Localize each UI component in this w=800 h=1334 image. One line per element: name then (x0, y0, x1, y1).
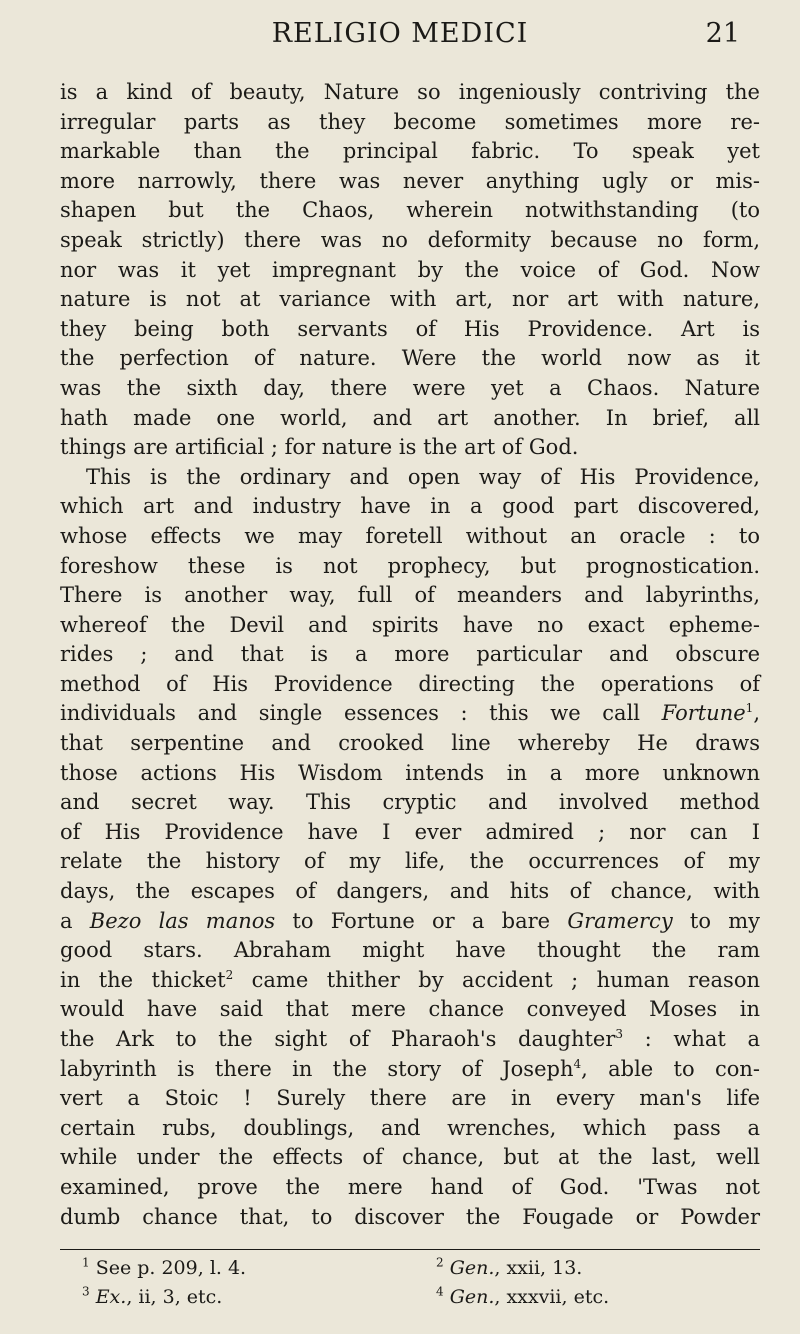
footnote: $^4$ Gen., xxxvii, etc. (436, 1284, 610, 1308)
text-line: labyrinth is there in the story of Joseph$^4$, able to con- (60, 1056, 760, 1081)
footnote: $^1$ See p. 209, l. 4. (82, 1255, 247, 1279)
footnote-ref: 2 (225, 967, 234, 982)
page-number: 21 (705, 18, 740, 49)
text-line: is a kind of beauty, Nature so ingeniously contriving the (60, 80, 760, 104)
footnote: $^3$ Ex., ii, 3, etc. (82, 1284, 223, 1308)
text-line: would have said that mere chance conveyed Moses in (60, 997, 760, 1022)
footnote-row (60, 1254, 760, 1283)
body-text (60, 78, 760, 1232)
text-line: was the sixth day, there were yet a Chaos. Nature (60, 375, 760, 400)
text-line: individuals and single essences : this we call Fortune$^1$, (60, 701, 760, 726)
text-line: dumb chance that, to discover the Fougade or Powder (60, 1204, 760, 1229)
footnote-ref: 3 (615, 1027, 624, 1041)
text-line: whose effects we may foretell without an oracle : to (60, 523, 760, 548)
text-line: method of His Providence directing the operations of (60, 671, 760, 696)
text-line: of His Providence have I ever admired ; nor can I (60, 819, 760, 844)
text-line: the perfection of nature. Were the world now as it (60, 346, 760, 371)
text-line: nor was it yet impregnant by the voice of God. Now (60, 257, 760, 282)
italic-term: Gramercy (567, 908, 673, 933)
text-line: which art and industry have in a good part discovered, (60, 494, 760, 519)
footnotes (60, 1254, 760, 1312)
text-line: good stars. Abraham might have thought the ram (60, 938, 760, 963)
text-line: speak strictly) there was no deformity because no form, (60, 227, 760, 252)
footnote-row (60, 1283, 760, 1312)
text-line: foreshow these is not prophecy, but prognostication. (60, 553, 760, 578)
text-line: rides ; and that is a more particular and obscure (60, 642, 760, 667)
text-line: more narrowly, there was never anything ugly or mis- (60, 168, 760, 193)
running-header (60, 18, 740, 58)
text-line: a Bezo las manos to Fortune or a bare Gramercy to my (60, 908, 761, 933)
text-line: the Ark to the sight of Pharaoh's daughter$^3$ : what a (60, 1027, 760, 1051)
text-line: relate the history of my life, the occurrences of my (60, 849, 760, 874)
footnote-ref: 1 (745, 701, 754, 716)
text-line: days, the escapes of dangers, and hits of chance, with (60, 879, 760, 904)
text-line: nature is not at variance with art, nor art with nature, (60, 287, 760, 312)
footnote: $^2$ Gen., xxii, 13. (436, 1255, 583, 1279)
text-line: markable than the principal fabric. To speak yet (60, 139, 760, 164)
text-line: those actions His Wisdom intends in a more unknown (60, 760, 760, 785)
text-line: vert a Stoic ! Surely there are in every man's life (60, 1086, 760, 1111)
text-line: while under the effects of chance, but at the last, well (60, 1145, 760, 1170)
footnote-divider (60, 1249, 760, 1250)
text-line: This is the ordinary and open way of His Providence, (86, 464, 760, 489)
text-line: in the thicket$^2$ came thither by accident ; human reason (60, 967, 760, 992)
text-line: and secret way. This cryptic and involved method (60, 790, 760, 815)
text-line: There is another way, full of meanders and labyrinths, (60, 583, 760, 608)
text-line: irregular parts as they become sometimes more re- (60, 109, 760, 134)
text-line: that serpentine and crooked line whereby He draws (60, 731, 760, 756)
text-line: examined, prove the mere hand of God. 'Twas not (60, 1174, 760, 1199)
text-line: shapen but the Chaos, wherein notwithstanding (to (60, 198, 760, 223)
text-line: certain rubs, doublings, and wrenches, which pass a (60, 1115, 760, 1140)
running-title: RELIGIO MEDICI (271, 18, 529, 49)
footnote-ref: 4 (573, 1056, 582, 1071)
text-line: hath made one world, and art another. In brief, all (60, 405, 760, 430)
text-line: they being both servants of His Providence. Art is (60, 316, 760, 341)
text-line: whereof the Devil and spirits have no exact epheme- (60, 612, 760, 637)
italic-term: Fortune (661, 701, 746, 726)
italic-term: Bezo las manos (89, 908, 276, 933)
text-line: things are artificial ; for nature is the art of God. (60, 435, 579, 460)
